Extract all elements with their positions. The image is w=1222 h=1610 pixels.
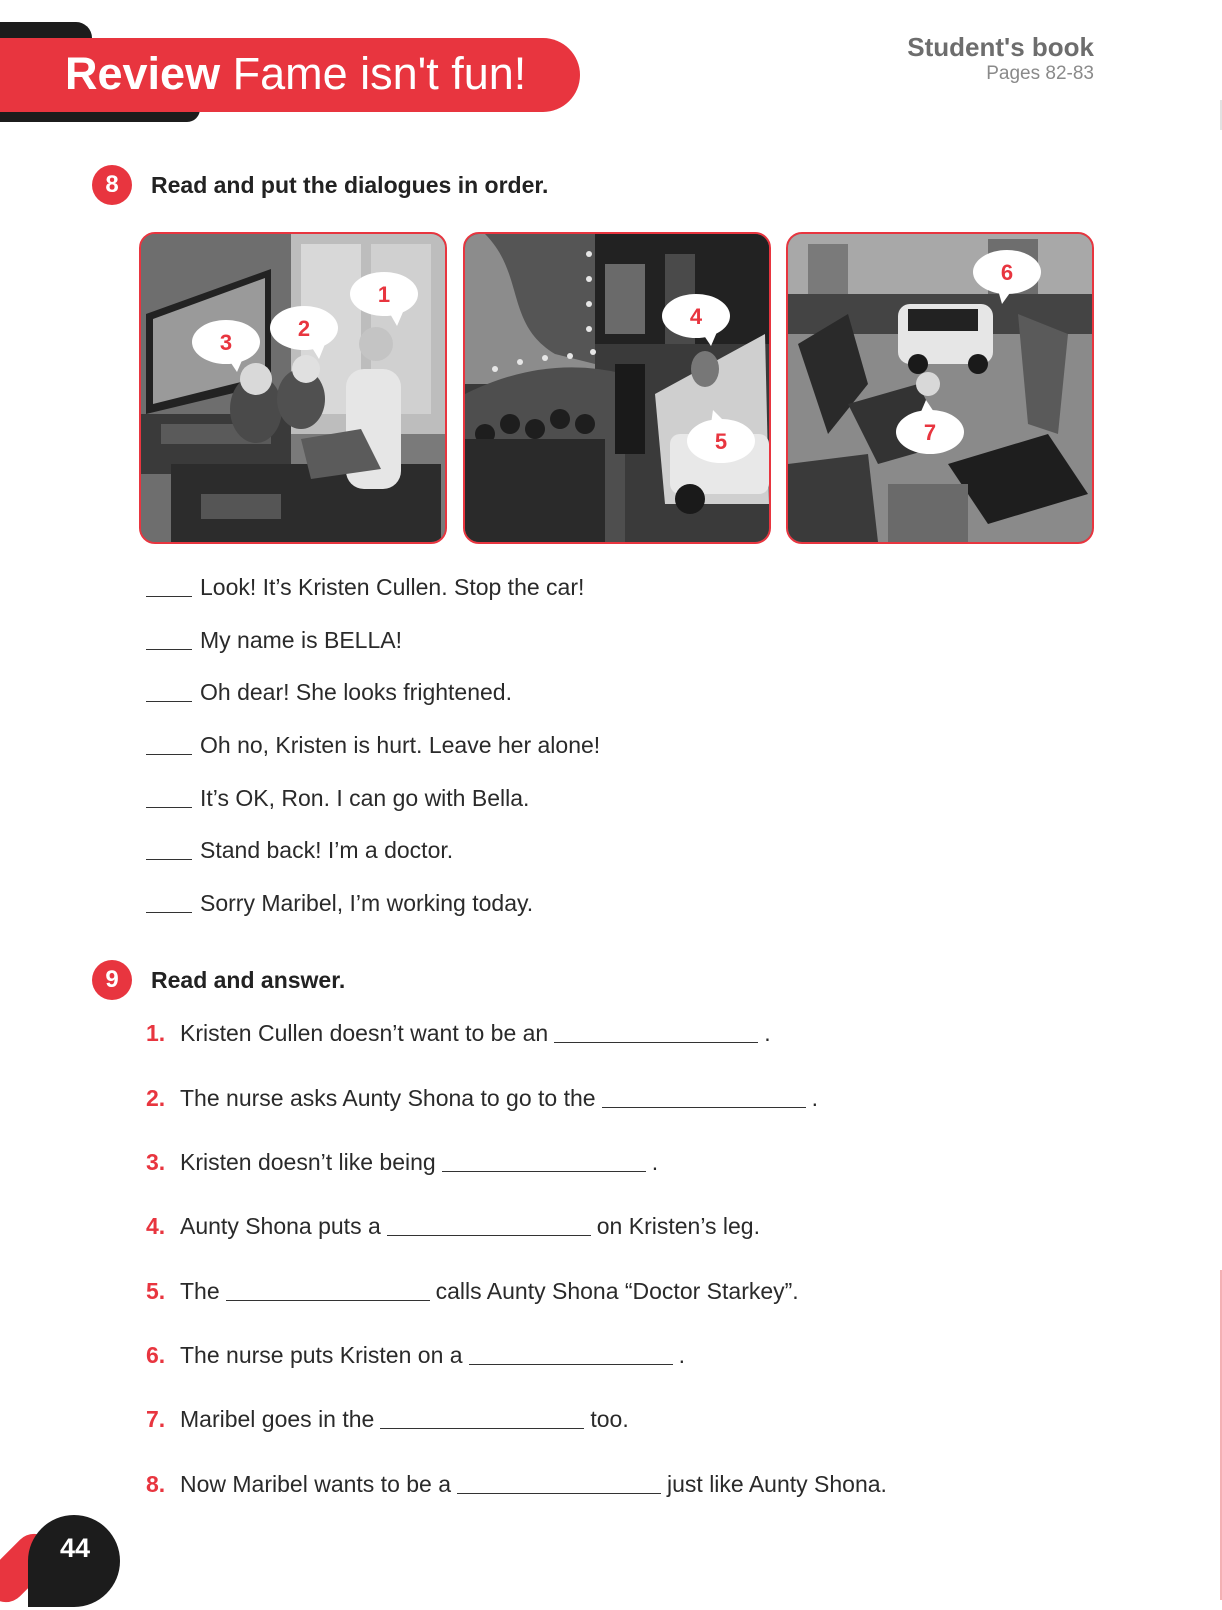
answer-blank[interactable] (146, 859, 192, 860)
question-number: 7. (146, 1406, 166, 1432)
answer-line[interactable] (457, 1493, 661, 1494)
exercise-instruction: Read and answer. (151, 967, 346, 993)
exercise-number: 9 (92, 960, 132, 1000)
answer-line[interactable] (554, 1042, 758, 1043)
bubble-number-3: 3 (219, 330, 233, 355)
question-1 (146, 1020, 771, 1047)
question-text-end: . (651, 1149, 659, 1175)
question-number: 4. (146, 1213, 166, 1239)
bubble-number-6: 6 (1000, 260, 1014, 285)
dialogue-text: Sorry Maribel, I’m working today. (200, 890, 534, 916)
book-label: Student's book (907, 32, 1094, 62)
answer-blank[interactable] (146, 649, 192, 650)
dialogue-text: Stand back! I’m a doctor. (200, 837, 454, 863)
answer-line[interactable] (387, 1235, 591, 1236)
answer-blank[interactable] (146, 807, 192, 808)
question-8 (146, 1471, 887, 1498)
bubble-number-7: 7 (923, 420, 937, 445)
question-text: Kristen Cullen doesn’t want to be an (180, 1020, 549, 1046)
dialogue-line-3 (146, 679, 512, 706)
answer-blank[interactable] (146, 754, 192, 755)
question-text: The (180, 1278, 220, 1304)
question-text-end: on Kristen’s leg. (596, 1213, 760, 1239)
living-room-illustration (141, 234, 445, 542)
page-number: 44 (60, 1533, 91, 1563)
question-text: Maribel goes in the (180, 1406, 375, 1432)
question-text: Kristen doesn’t like being (180, 1149, 436, 1175)
answer-line[interactable] (442, 1171, 646, 1172)
dialogue-line-2 (146, 627, 402, 654)
dialogue-line-7 (146, 890, 533, 917)
question-text: Now Maribel wants to be a (180, 1471, 452, 1497)
question-text-end: . (678, 1342, 685, 1368)
question-text-end: just like Aunty Shona. (667, 1471, 887, 1497)
dialogue-text: It’s OK, Ron. I can go with Bella. (200, 785, 530, 811)
bubble-number-1: 1 (377, 282, 391, 307)
question-text-end: . (764, 1020, 771, 1046)
picture-panel-3 (786, 232, 1094, 544)
picture-panel-1 (139, 232, 447, 544)
dialogue-text: My name is BELLA! (200, 627, 402, 653)
dialogue-text: Oh no, Kristen is hurt. Leave her alone! (200, 732, 601, 758)
dialogue-line-4 (146, 732, 600, 759)
question-number: 3. (146, 1149, 166, 1175)
dialogue-line-6 (146, 837, 453, 864)
page-title (65, 48, 526, 100)
paparazzi-illustration (788, 234, 1092, 542)
book-pages: Pages 82-83 (986, 63, 1094, 84)
question-3 (146, 1149, 658, 1176)
bubble-number-2: 2 (297, 316, 311, 341)
question-text-end: too. (590, 1406, 629, 1432)
exercise-instruction: Read and put the dialogues in order. (151, 172, 549, 198)
question-number: 8. (146, 1471, 166, 1497)
dialogue-text: Look! It’s Kristen Cullen. Stop the car! (200, 574, 585, 600)
dialogue-line-1 (146, 574, 584, 601)
bubble-number-4: 4 (689, 304, 703, 329)
answer-line[interactable] (602, 1107, 806, 1108)
title-bold: Review (65, 48, 221, 99)
question-text-end: . (811, 1085, 818, 1111)
question-2 (146, 1085, 818, 1112)
question-text: Aunty Shona puts a (180, 1213, 381, 1239)
question-5 (146, 1278, 799, 1305)
question-number: 1. (146, 1020, 166, 1046)
dialogue-line-5 (146, 785, 529, 812)
book-reference (907, 32, 1094, 86)
question-text: The nurse puts Kristen on a (180, 1342, 463, 1368)
title-rest: Fame isn't fun! (220, 48, 527, 99)
exercise-number: 8 (92, 165, 132, 205)
question-text-end: calls Aunty Shona “Doctor Starkey”. (435, 1278, 799, 1304)
question-number: 2. (146, 1085, 166, 1111)
question-number: 6. (146, 1342, 166, 1368)
dialogue-text: Oh dear! She looks frightened. (200, 679, 512, 705)
question-7 (146, 1406, 629, 1433)
answer-blank[interactable] (146, 912, 192, 913)
question-6 (146, 1342, 685, 1369)
answer-blank[interactable] (146, 701, 192, 702)
answer-blank[interactable] (146, 596, 192, 597)
answer-line[interactable] (469, 1364, 673, 1365)
question-4 (146, 1213, 760, 1240)
answer-line[interactable] (380, 1428, 584, 1429)
bubble-number-5: 5 (714, 429, 728, 454)
question-text: The nurse asks Aunty Shona to go to the (180, 1085, 596, 1111)
picture-panel-2 (463, 232, 771, 544)
street-crowd-illustration (465, 234, 769, 542)
answer-line[interactable] (226, 1300, 430, 1301)
question-number: 5. (146, 1278, 166, 1304)
